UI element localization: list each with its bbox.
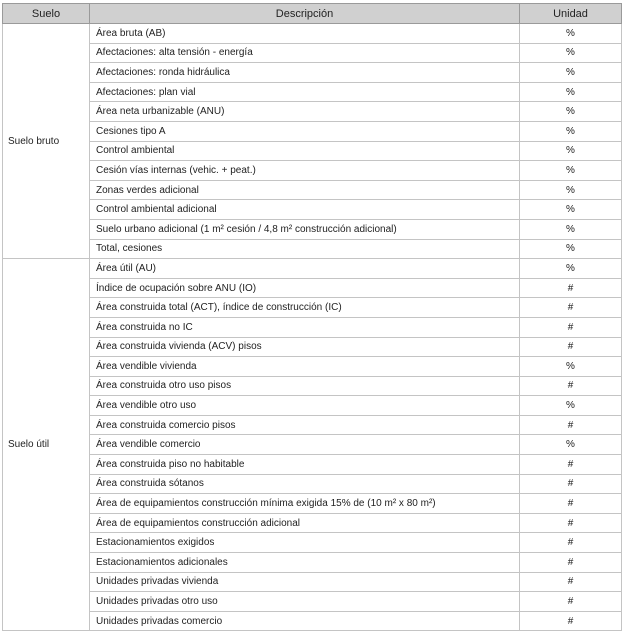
row-description: Índice de ocupación sobre ANU (IO) <box>90 278 520 298</box>
row-description: Área construida comercio pisos <box>90 415 520 435</box>
table-row <box>3 278 622 298</box>
table-row <box>3 376 622 396</box>
row-unit: # <box>520 592 622 612</box>
row-description: Unidades privadas vivienda <box>90 572 520 592</box>
table-row <box>3 63 622 83</box>
row-description: Área vendible comercio <box>90 435 520 455</box>
row-unit: % <box>520 357 622 377</box>
table-row <box>3 396 622 416</box>
land-use-table <box>2 3 622 631</box>
row-description: Cesiones tipo A <box>90 121 520 141</box>
row-description: Área construida piso no habitable <box>90 455 520 475</box>
row-description: Control ambiental adicional <box>90 200 520 220</box>
table-row <box>3 24 622 44</box>
row-description: Área construida total (ACT), índice de construcción (IC) <box>90 298 520 318</box>
table-row <box>3 102 622 122</box>
row-description: Unidades privadas otro uso <box>90 592 520 612</box>
table-row <box>3 455 622 475</box>
row-description: Cesión vías internas (vehic. + peat.) <box>90 161 520 181</box>
row-unit: % <box>520 102 622 122</box>
row-unit: # <box>520 298 622 318</box>
row-description: Área útil (AU) <box>90 259 520 279</box>
row-unit: % <box>520 200 622 220</box>
row-description: Estacionamientos adicionales <box>90 553 520 573</box>
row-description: Afectaciones: plan vial <box>90 82 520 102</box>
table-row <box>3 180 622 200</box>
row-unit: # <box>520 572 622 592</box>
table-row <box>3 141 622 161</box>
table-row <box>3 161 622 181</box>
row-unit: % <box>520 435 622 455</box>
row-unit: # <box>520 494 622 514</box>
row-unit: % <box>520 239 622 259</box>
row-unit: % <box>520 161 622 181</box>
row-description: Estacionamientos exigidos <box>90 533 520 553</box>
row-description: Afectaciones: ronda hidráulica <box>90 63 520 83</box>
row-unit: # <box>520 611 622 631</box>
row-description: Suelo urbano adicional (1 m² cesión / 4,8 m² construcción adicional) <box>90 219 520 239</box>
table-row <box>3 259 622 279</box>
row-unit: # <box>520 533 622 553</box>
table-body <box>3 24 622 631</box>
row-unit: % <box>520 259 622 279</box>
table-row <box>3 435 622 455</box>
header-unidad: Unidad <box>520 4 622 24</box>
row-description: Área vendible vivienda <box>90 357 520 377</box>
row-unit: % <box>520 24 622 44</box>
table-row <box>3 43 622 63</box>
table-row <box>3 533 622 553</box>
table-row <box>3 553 622 573</box>
row-description: Área de equipamientos construcción mínima exigida 15% de (10 m² x 80 m²) <box>90 494 520 514</box>
header-descripcion: Descripción <box>90 4 520 24</box>
row-description: Área construida no IC <box>90 317 520 337</box>
row-description: Área de equipamientos construcción adicional <box>90 513 520 533</box>
table-row <box>3 298 622 318</box>
table-row <box>3 200 622 220</box>
table-container <box>2 3 621 631</box>
row-description: Zonas verdes adicional <box>90 180 520 200</box>
row-unit: # <box>520 317 622 337</box>
table-row <box>3 592 622 612</box>
row-unit: # <box>520 513 622 533</box>
row-unit: # <box>520 455 622 475</box>
table-row <box>3 415 622 435</box>
table-row <box>3 82 622 102</box>
table-row <box>3 611 622 631</box>
table-row <box>3 357 622 377</box>
row-description: Área construida sótanos <box>90 474 520 494</box>
row-description: Área vendible otro uso <box>90 396 520 416</box>
row-unit: % <box>520 43 622 63</box>
row-description: Control ambiental <box>90 141 520 161</box>
row-description: Área neta urbanizable (ANU) <box>90 102 520 122</box>
group-label: Suelo útil <box>3 259 90 631</box>
table-row <box>3 474 622 494</box>
row-description: Área construida vivienda (ACV) pisos <box>90 337 520 357</box>
row-unit: % <box>520 219 622 239</box>
table-row <box>3 513 622 533</box>
row-unit: % <box>520 121 622 141</box>
row-unit: # <box>520 553 622 573</box>
table-row <box>3 317 622 337</box>
row-unit: # <box>520 376 622 396</box>
row-unit: % <box>520 82 622 102</box>
table-row <box>3 121 622 141</box>
row-unit: % <box>520 396 622 416</box>
group-label: Suelo bruto <box>3 24 90 259</box>
row-description: Área bruta (AB) <box>90 24 520 44</box>
row-description: Unidades privadas comercio <box>90 611 520 631</box>
row-description: Área construida otro uso pisos <box>90 376 520 396</box>
row-unit: # <box>520 474 622 494</box>
header-row <box>3 4 622 24</box>
table-row <box>3 239 622 259</box>
table-row <box>3 494 622 514</box>
row-unit: % <box>520 141 622 161</box>
table-row <box>3 337 622 357</box>
row-unit: % <box>520 63 622 83</box>
row-description: Afectaciones: alta tensión - energía <box>90 43 520 63</box>
table-row <box>3 572 622 592</box>
header-suelo: Suelo <box>3 4 90 24</box>
table-row <box>3 219 622 239</box>
row-unit: # <box>520 278 622 298</box>
row-unit: # <box>520 337 622 357</box>
row-unit: % <box>520 180 622 200</box>
row-unit: # <box>520 415 622 435</box>
row-description: Total, cesiones <box>90 239 520 259</box>
